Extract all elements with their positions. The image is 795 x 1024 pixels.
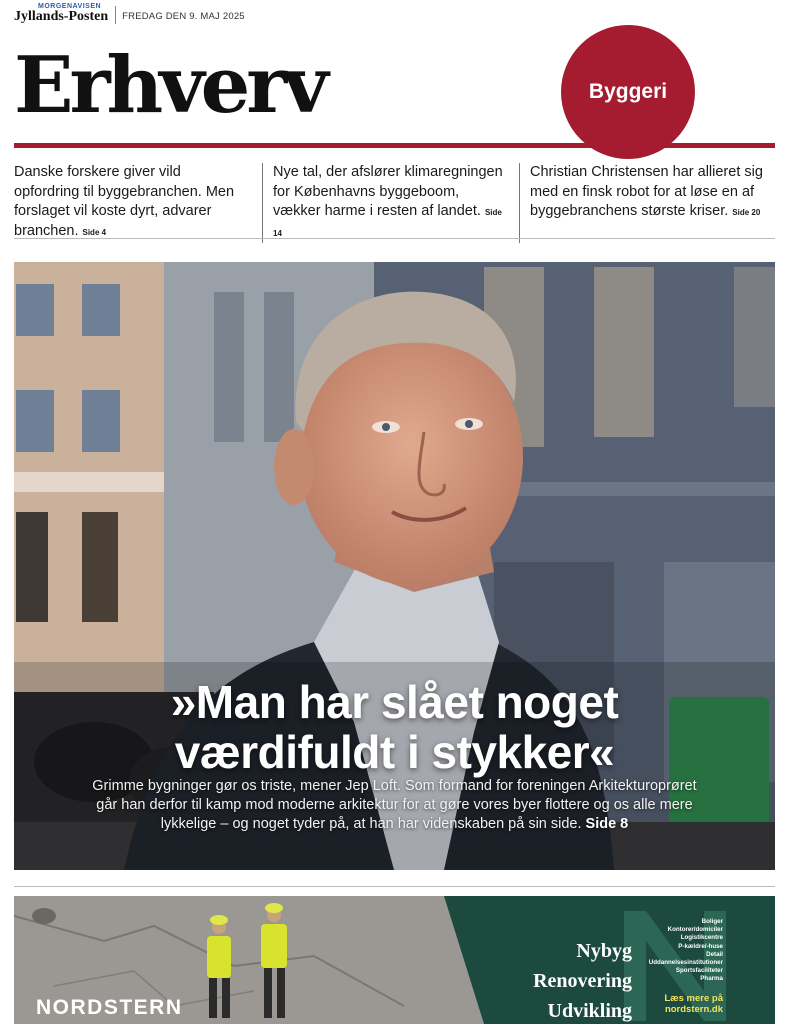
ad-link-label: Læs mere på	[664, 993, 723, 1004]
ad-divider	[14, 886, 775, 887]
lead-page-ref: Side 8	[585, 816, 629, 832]
brand-tagline: MORGENAVISEN	[38, 3, 102, 10]
top-bar	[14, 2, 245, 24]
ad-category: Sportsfaciliteter	[675, 967, 723, 975]
issue-date: FREDAG DEN 9. MAJ 2025	[122, 11, 245, 22]
ad-category: Pharma	[700, 975, 723, 983]
brand-name: Jyllands-Posten	[14, 9, 109, 24]
ad-category: Boliger	[701, 918, 723, 925]
lead-headline	[14, 677, 775, 777]
teaser-page-ref: Side 4	[82, 227, 107, 237]
ad-category: P-kældre/-huse	[678, 942, 723, 950]
teaser-item[interactable]	[14, 163, 262, 243]
teaser-row	[14, 163, 775, 243]
standfirst-text: Grimme bygninger gør os triste, mener Jep Loft. Som formand for foreningen Arkitekturoprøret går han derfor til kamp mod moderne arkitektur for at gøre vores byer flottere og os alle mere lykkelige – og noget tyder på, at han har videnskaben på sin side.	[92, 778, 697, 832]
masthead-rule	[14, 143, 775, 148]
teaser-text: Nye tal, der afslører klimaregningen for Københavns byggeboom, vækker harme i resten af landet.	[273, 164, 503, 219]
lead-standfirst	[84, 777, 705, 834]
newspaper-logo[interactable]	[14, 3, 108, 24]
section-divider	[14, 238, 775, 239]
ad-service-word: Nybyg	[576, 940, 632, 962]
ad-brand-logo: NORDSTERN	[36, 996, 183, 1019]
lead-story[interactable]	[14, 262, 775, 870]
ad-category: Logistikcentre	[680, 934, 723, 942]
section-title: Erhverv	[14, 40, 325, 131]
advertisement[interactable]	[14, 896, 775, 1024]
teaser-item[interactable]	[262, 163, 519, 243]
ad-services	[533, 936, 632, 1024]
section-badge[interactable]: Byggeri	[561, 25, 695, 159]
ad-service-word: Udvikling	[547, 1000, 632, 1022]
ad-category: Kontorer/domiciler	[667, 926, 723, 934]
teaser-item[interactable]	[519, 163, 775, 243]
ad-category-list	[623, 918, 723, 984]
headline-line-2: værdifuldt i stykker«	[174, 726, 615, 778]
teaser-page-ref: Side 14	[273, 208, 502, 238]
ad-link-url: nordstern.dk	[664, 1004, 723, 1015]
teaser-text: Danske forskere giver vild opfordring til byggebranchen. Men forslaget vil koste dyrt, advarer branchen.	[14, 164, 235, 239]
ad-category: Uddannelsesinstitutioner	[648, 959, 723, 967]
header-divider	[115, 6, 116, 24]
teaser-text: Christian Christensen har allieret sig med en finsk robot for at løse en af byggebranchens største kriser.	[530, 164, 763, 219]
ad-category: Detail	[706, 950, 723, 958]
ad-service-word: Renovering	[533, 970, 632, 992]
ad-link[interactable]	[664, 993, 723, 1015]
headline-line-1: »Man har slået noget	[170, 676, 619, 728]
teaser-page-ref: Side 20	[732, 208, 761, 217]
